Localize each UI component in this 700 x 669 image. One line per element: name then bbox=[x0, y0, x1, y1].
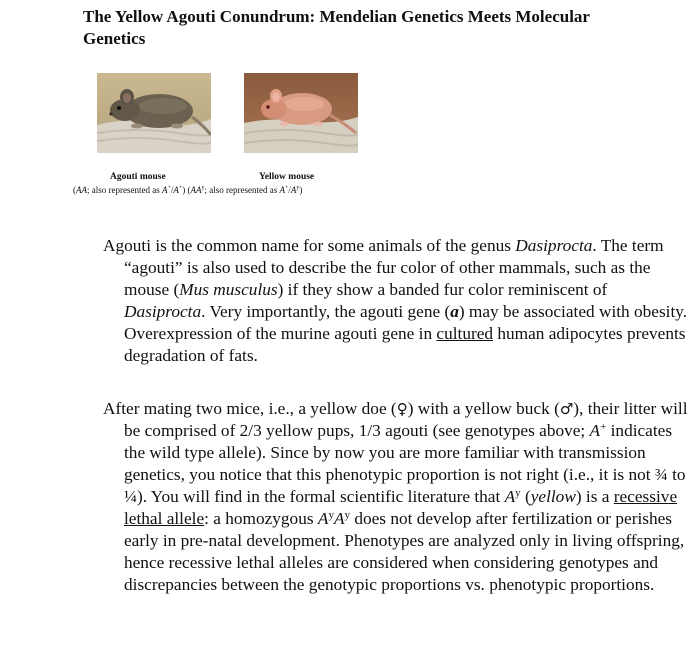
agouti-mouse-photo bbox=[97, 73, 211, 153]
recessive-lethal-underlined-term: recessive lethal allele bbox=[124, 487, 678, 528]
cultured-underlined-term: cultured bbox=[436, 324, 494, 343]
female-symbol-icon: ♀ bbox=[396, 400, 408, 418]
yellow-mouse-photo bbox=[244, 73, 358, 153]
agouti-mouse-label: Agouti mouse bbox=[110, 172, 166, 182]
paragraph-agouti-definition: Agouti is the common name for some animals of the genus Dasiprocta. The term “agouti” is also used to describe the fur color of other mammals, such as the mouse (Mus musculus) if they show a banded fur color reminiscent of Dasiprocta. Very importantly, the agouti gene (a) may be associated with obesity. Overexpression of the murine agouti gene in cultured human adipocytes prevents degradation of fats. bbox=[103, 236, 688, 365]
yellow-mouse-label: Yellow mouse bbox=[259, 172, 315, 182]
male-symbol-icon: ♂ bbox=[559, 400, 574, 418]
document-title: The Yellow Agouti Conundrum: Mendelian Genetics Meets Molecular Genetics bbox=[83, 7, 590, 48]
genotype-caption: (AA; also represented as A+/A+) ($AA^y$; also represented as $A^+/A^y$) bbox=[73, 185, 303, 195]
paragraph-mating-experiment: After mating two mice, i.e., a yellow doe (♀) with a yellow buck (♂), their litter will be comprised of 2/3 yellow pups, 1/3 agouti (see genotypes above; A+ indicates the wild type allele). Since by now you are more familiar with transmission genetics, you notice that this phenotypic proportion is not right (i.e., it is not ¾ to ¼). You will find in the formal scientific literature that $A^y$ (yellow) is a recessive lethal allele: a homozygous $A^yA^y$ does not develop after fertilization or perishes early in pre-natal development. Phenotypes are analyzed only in living offspring, hence recessive lethal alleles are considered when considering genotypes and discrepancies between the genotypic proportions vs. phenotypic proportions. bbox=[103, 399, 688, 594]
